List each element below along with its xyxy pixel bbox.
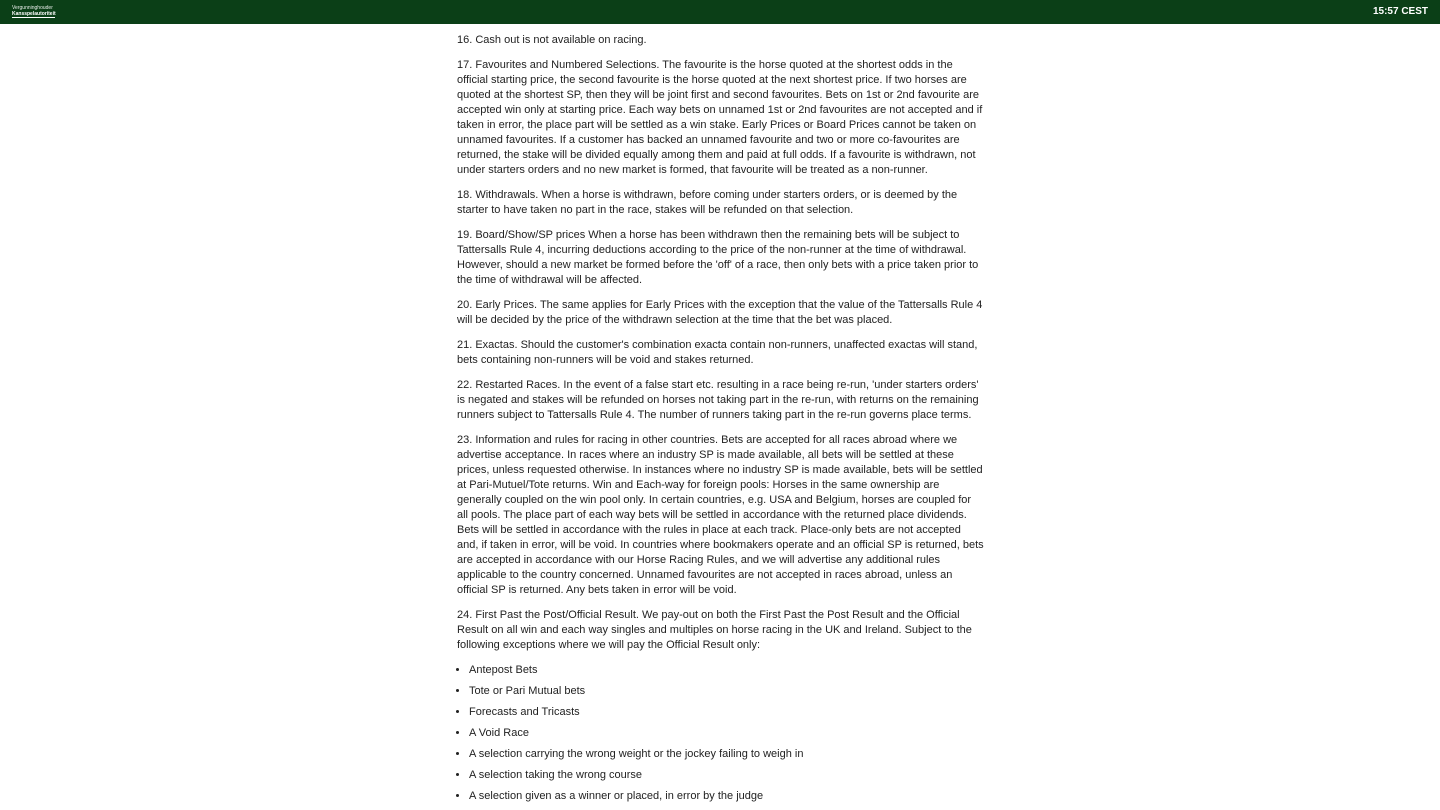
list-item: • A Void Race [469,726,984,741]
rule-20-early-prices: 20. Early Prices. The same applies for Early Prices with the exception that the value of the Tattersalls Rule 4 will be decided by the price of the withdrawn selection at the time that the bet was placed. [457,299,983,326]
rule-22-restarted-races: 22. Restarted Races. In the event of a false start etc. resulting in a race being re-run, 'under starters orders' is negated and stakes will be refunded on horses not taking part in the re-run, with returns on the remaining runners subject to Tattersalls Rule 4. The number of runners taking part in the re-run governs place terms. [457,379,979,421]
exceptions-list [457,663,984,804]
clock-time: 15:57 CEST [1372,6,1428,17]
list-item: • A selection carrying the wrong weight or the jockey failing to weigh in [469,747,984,762]
rule-21-exactas: 21. Exactas. Should the customer's combination exacta contain non-runners, unaffected exactas will stand, bets containing non-runners will be void and stakes returned. [457,339,978,366]
rule-19-board-prices: 19. Board/Show/SP prices When a horse has been withdrawn then the remaining bets will be subject to Tattersalls Rule 4, incurring deductions according to the price of the non-runner at the time of withdrawal. However, should a new market be formed before the 'off' of a race, then only bets with a price taken prior to the time of withdrawal will be affected. [457,229,979,286]
list-item: • Tote or Pari Mutual bets [469,684,984,699]
top-bar [0,0,1440,24]
logo-line-2: Kansspelautoriteit [12,11,56,17]
list-item: • A selection taking the wrong course [469,768,984,783]
list-item: • Antepost Bets [469,663,984,678]
regulator-logo[interactable] [12,5,55,18]
rule-23-other-countries: 23. Information and rules for racing in other countries. Bets are accepted for all races abroad where we advertise acceptance. In races where an industry SP is made available, all bets will be settled at these prices, unless requested otherwise. In instances where no industry SP is made available, bets will be settled at Pari-Mutuel/Tote returns. Win and Each-way for foreign pools: Horses in the same ownership are generally coupled on the win pool only. In certain countries, e.g. USA and Belgium, horses are coupled for all pools. The place part of each way bets will be settled in accordance with the returned place dividends. Bets will be settled in accordance with the rules in place at each track. Place-only bets are not accepted and, if taken in error, will be void. In countries where bookmakers operate and an official SP is returned, bets are accepted in accordance with our Horse Racing Rules, and we will advertise any additional rules applicable to the country concerned. Unnamed favourites are not accepted in races abroad, unless an official SP is returned. Any bets taken in error will be void. [457,434,984,596]
rule-17-favourites: 17. Favourites and Numbered Selections. The favourite is the horse quoted at the shortest odds in the official starting price, the second favourite is the horse quoted at the next shortest price. If two horses are quoted at the shortest SP, then they will be joint first and second favourites. Bets on 1st or 2nd favourite are accepted win only at starting price. Each way bets on unnamed 1st or 2nd favourites are not accepted and if taken in error, the place part will be settled as a win stake. Early Prices or Board Prices cannot be taken on unnamed favourites. If a customer has backed an unnamed favourite and two or more co-favourites are returned, the stake will be divided equally among them and paid at full odds. If a favourite is withdrawn, not under starters orders and no new market is formed, that favourite will be treated as a non-runner. [457,59,983,176]
rule-18-withdrawals: 18. Withdrawals. When a horse is withdrawn, before coming under starters orders, or is deemed by the starter to have taken no part in the race, stakes will be refunded on that selection. [457,189,958,216]
rule-24-official-result: 24. First Past the Post/Official Result. We pay-out on both the First Past the Post Result and the Official Result on all win and each way singles and multiples on horse racing in the UK and Ireland. Subject to the following exceptions where we will pay the Official Result only: [457,609,972,651]
rule-16-cash-out: 16. Cash out is not available on racing. [457,34,647,46]
list-item: • Forecasts and Tricasts [469,705,984,720]
racing-rules-content [457,8,984,810]
list-item: • A selection given as a winner or placed, in error by the judge [469,789,984,804]
logo-line-1: Vergunninghouder [12,5,53,11]
